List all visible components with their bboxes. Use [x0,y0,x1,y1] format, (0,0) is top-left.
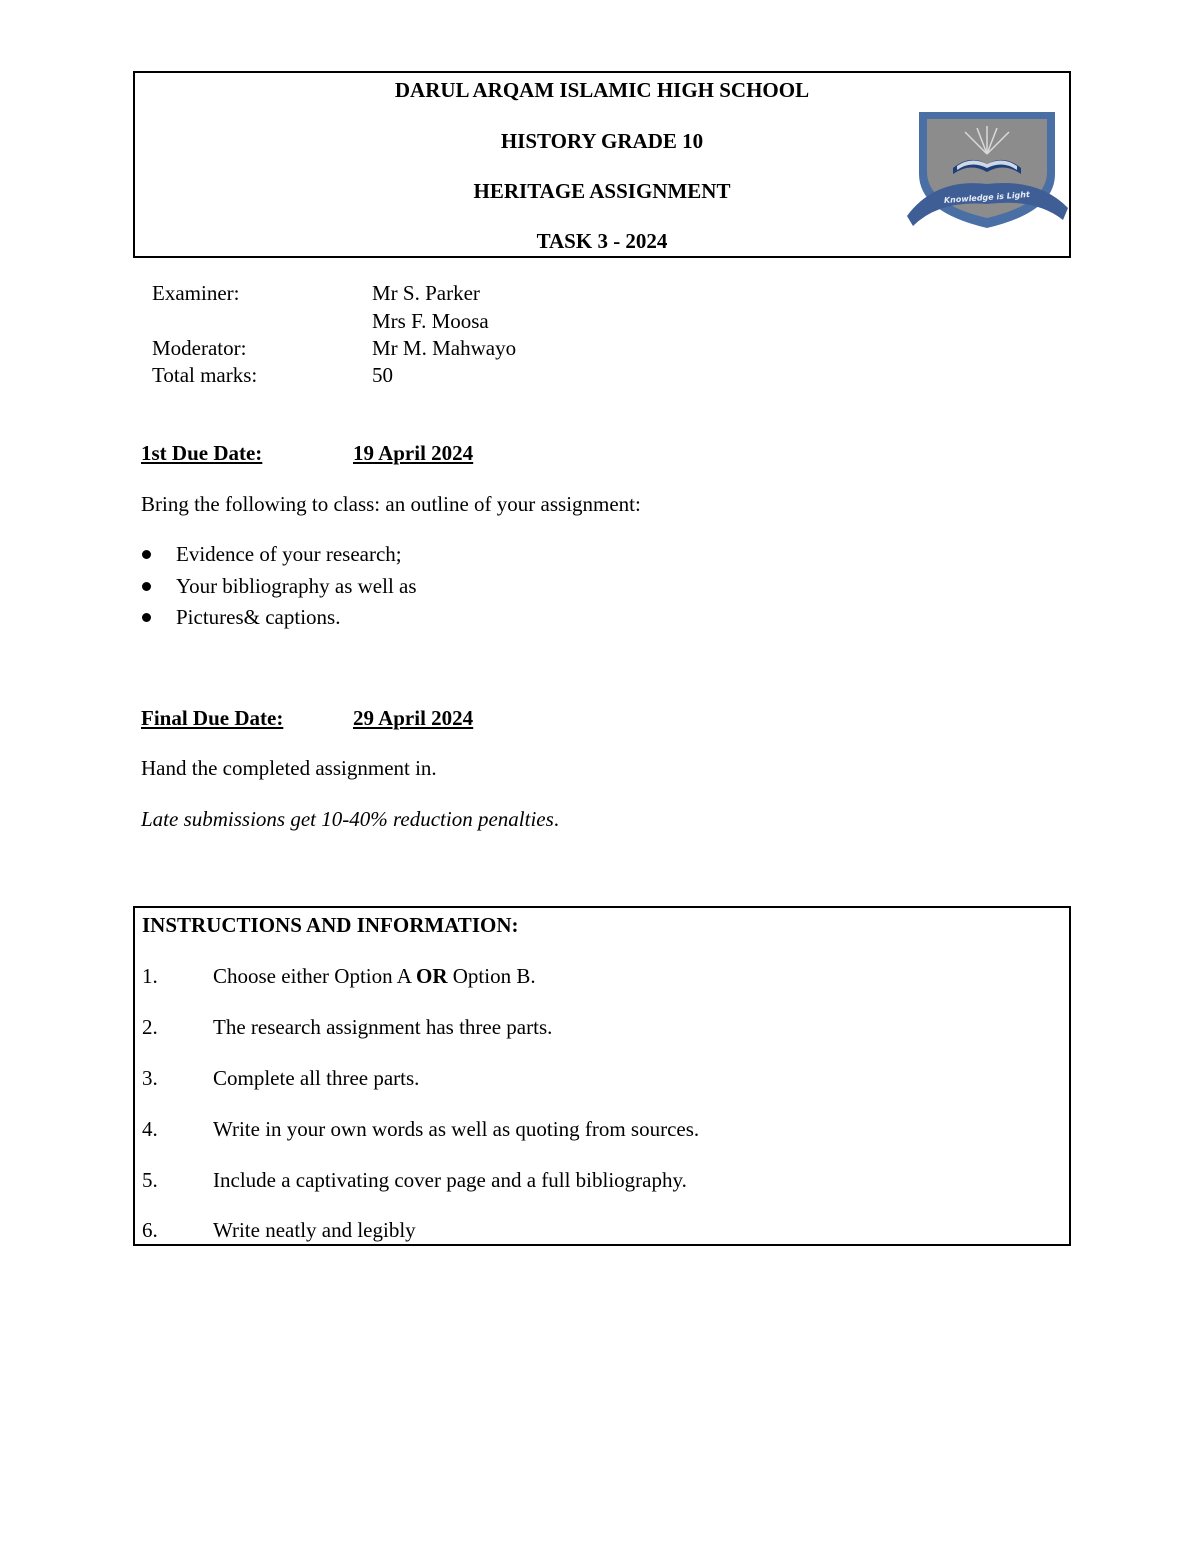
school-name: DARUL ARQAM ISLAMIC HIGH SCHOOL [394,78,810,102]
instruction-number: 1. [142,964,158,988]
bullet-icon [142,582,151,591]
bullet-icon [142,550,151,559]
late-note-text: Late submissions get 10-40% reduction penalties [141,807,554,831]
instruction-text: The research assignment has three parts. [213,1015,553,1039]
subject-title: HISTORY GRADE 10 [500,129,704,153]
school-crest-logo [905,108,1070,233]
assignment-title: HERITAGE ASSIGNMENT [473,179,731,203]
list-item-text: Pictures& captions. [176,605,341,629]
instruction-number: 2. [142,1015,158,1039]
first-due-label: 1st Due Date: [141,441,263,465]
final-due-date: 29 April 2024 [353,706,474,730]
final-due-label: Final Due Date: [141,706,284,730]
instruction-number: 4. [142,1117,158,1141]
examiner-label: Examiner: [152,281,240,305]
instruction-text: Write in your own words as well as quoting from sources. [213,1117,700,1141]
instructions-title: INSTRUCTIONS AND INFORMATION: [142,913,519,937]
instruction-number: 3. [142,1066,158,1090]
final-due-instruction: Hand the completed assignment in. [141,756,437,780]
instruction-emphasis: OR [416,964,448,988]
first-due-date: 19 April 2024 [353,441,474,465]
late-note-end: . [553,807,560,831]
examiner-name-2: Mrs F. Moosa [372,309,489,333]
moderator-name: Mr M. Mahwayo [372,336,517,360]
examiner-name-1: Mr S. Parker [372,281,480,305]
instruction-text: Choose either Option A OR Option B. [213,964,536,988]
moderator-label: Moderator: [152,336,247,360]
header-box [133,71,1071,258]
instruction-number: 6. [142,1218,158,1242]
list-item-text: Evidence of your research; [176,542,402,566]
late-submission-note [141,806,559,832]
instruction-text: Complete all three parts. [213,1066,420,1090]
total-marks-label: Total marks: [152,363,258,387]
first-due-instruction: Bring the following to class: an outline of your assignment: [141,492,641,516]
instruction-text: Include a captivating cover page and a full bibliography. [213,1168,687,1192]
instructions-box [133,906,1071,1246]
crest-motto: Knowledge is Light [943,190,1031,205]
bullet-icon [142,613,151,622]
total-marks-value: 50 [372,363,393,387]
instruction-number: 5. [142,1168,158,1192]
instruction-text: Write neatly and legibly [213,1218,416,1242]
task-title: TASK 3 - 2024 [536,229,668,253]
list-item-text: Your bibliography as well as [176,574,417,598]
